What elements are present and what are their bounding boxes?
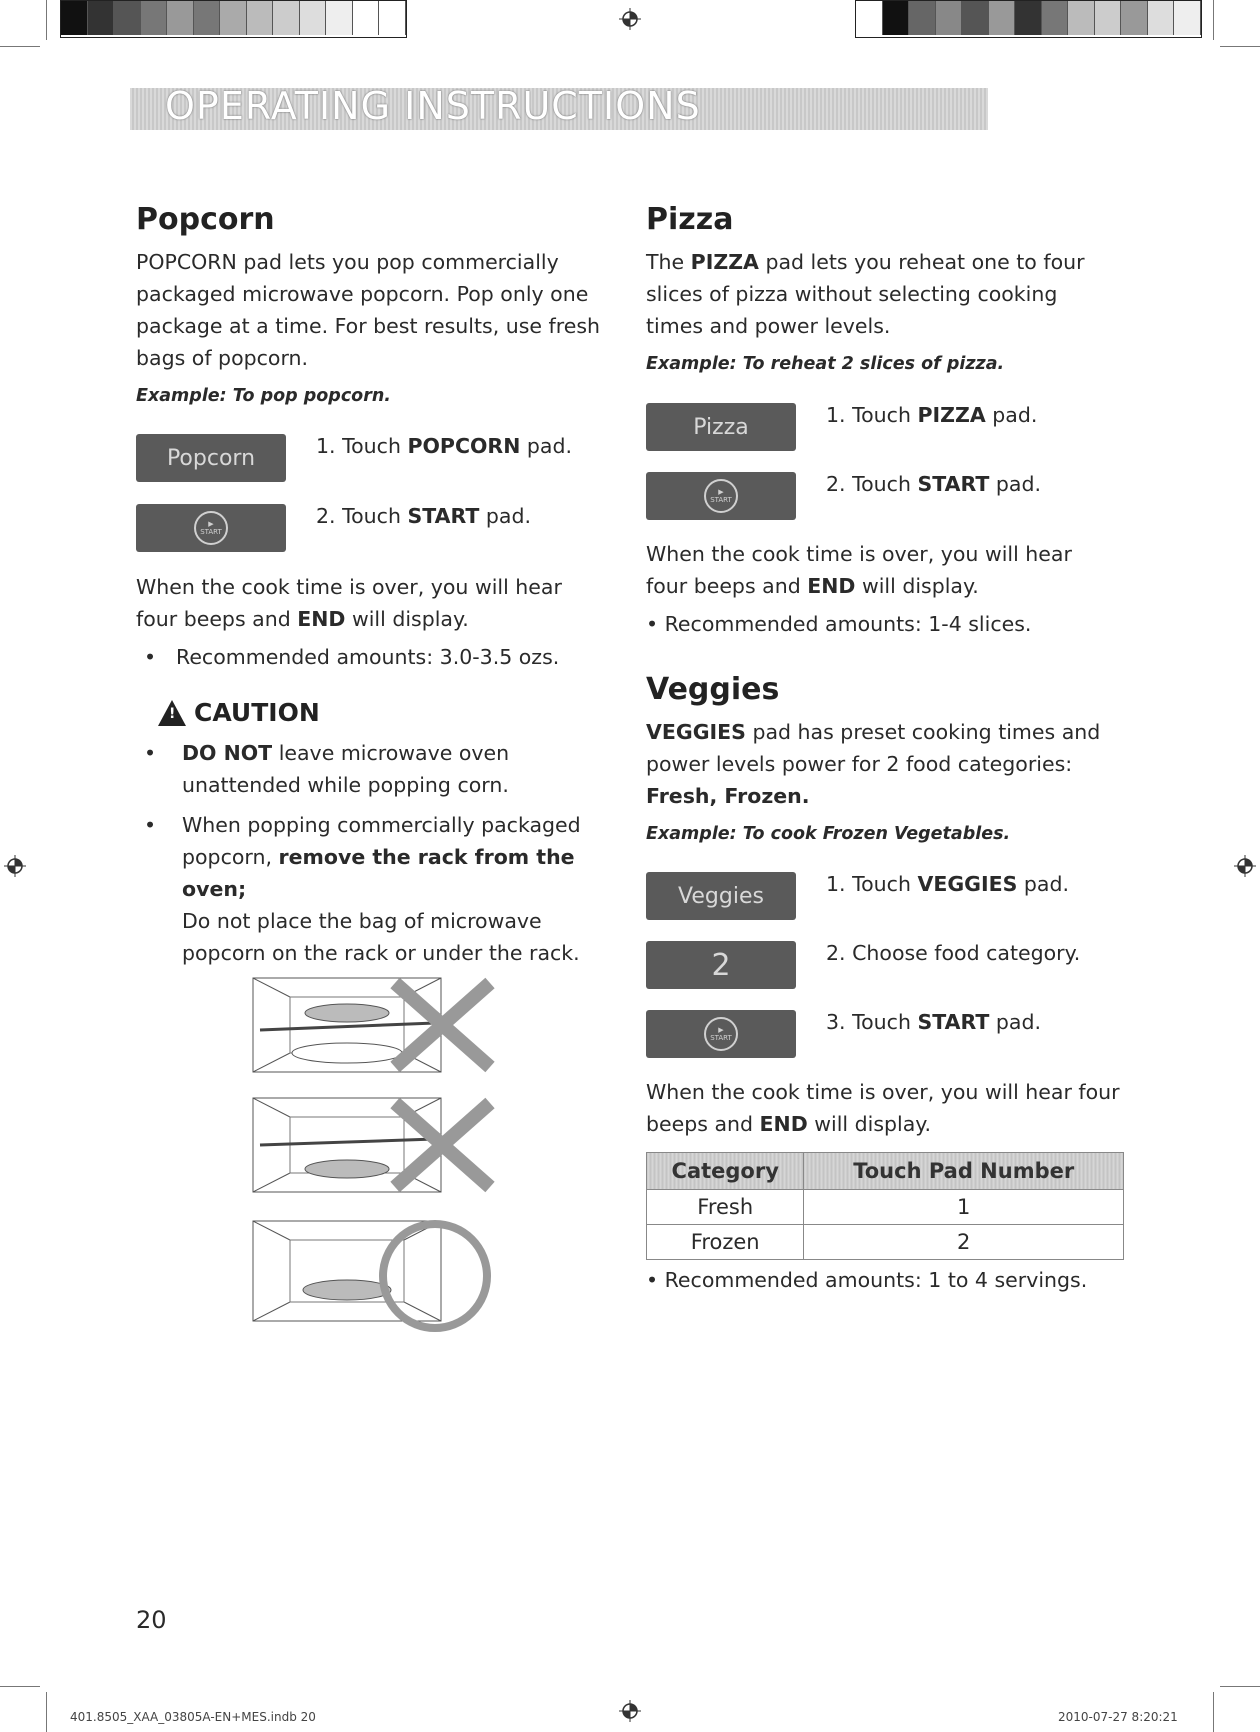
caution-item-1: • DO NOT leave microwave oven unattended while popping corn. [136, 737, 606, 801]
table-header-row [647, 1153, 1124, 1190]
step-instruction: Choose food category. [852, 941, 1081, 965]
step-suffix: pad. [526, 434, 572, 458]
page-number: 20 [136, 1606, 167, 1634]
veggies-intro: VEGGIES pad has preset cooking times and power levels power for 2 food categories: Fresh, Frozen. [646, 720, 1101, 808]
registration-mark-icon [1234, 855, 1256, 877]
footer-file-info: 401.8505_XAA_03805A-EN+MES.indb 20 [70, 1710, 316, 1724]
crop-line [1220, 1686, 1260, 1687]
veggies-section [646, 674, 1116, 850]
table-cell: 2 [804, 1225, 1124, 1260]
caution-heading [158, 697, 606, 729]
veggies-example: Example: To cook Frozen Vegetables. [646, 824, 1011, 844]
pizza-recommended: • Recommended amounts: 1-4 slices. [646, 612, 1032, 636]
no-rack-correct-illustration [250, 1218, 500, 1334]
step-suffix: pad. [992, 403, 1038, 427]
step-text [826, 937, 1080, 969]
table-row [647, 1190, 1124, 1225]
under-rack-incorrect-illustration [250, 1095, 500, 1195]
pizza-end-text: When the cook time is over, you will hear four beeps and END will display. [646, 542, 1072, 598]
veggies-pad-button [646, 872, 796, 920]
registration-bar-left [60, 0, 407, 38]
number-2-pad-button [646, 941, 796, 989]
table-cell: 1 [804, 1190, 1124, 1225]
step-suffix: pad. [1023, 872, 1070, 896]
popcorn-after [136, 571, 606, 969]
caution-title: CAUTION [194, 698, 320, 727]
crop-line [46, 1692, 47, 1732]
step-text [826, 868, 1069, 900]
start-icon: ▶ START [704, 479, 738, 513]
step-suffix: pad. [995, 472, 1041, 496]
popcorn-heading: Popcorn [136, 202, 275, 237]
popcorn-intro: POPCORN pad lets you pop commercially packaged microwave popcorn. Pop only one package at a time. For best results, use fresh bags of popcorn. [136, 250, 601, 370]
veggies-recommended: • Recommended amounts: 1 to 4 servings. [646, 1268, 1088, 1292]
footer-timestamp: 2010-07-27 8:20:21 [1058, 1710, 1178, 1724]
step-verb: Touch [342, 504, 401, 528]
step-pad-name: PIZZA [917, 403, 986, 427]
crop-line [1213, 0, 1214, 40]
step-verb: Touch [852, 403, 911, 427]
step-pad-name: POPCORN [407, 434, 521, 458]
pizza-intro: The PIZZA pad lets you reheat one to four slices of pizza without selecting cooking times and power levels. [646, 250, 1085, 338]
pizza-step-2 [646, 472, 1041, 520]
pizza-after [646, 538, 1116, 640]
pizza-step-1 [646, 403, 1037, 451]
start-icon: ▶ START [194, 511, 228, 545]
crop-line [1220, 46, 1260, 47]
veggies-step-1 [646, 872, 1069, 920]
registration-bar-right [855, 0, 1202, 38]
step-verb: Touch [852, 872, 911, 896]
step-pad-name: START [917, 1010, 990, 1034]
start-pad-button [646, 472, 796, 520]
popcorn-end-text: When the cook time is over, you will hear four beeps and END will display. [136, 575, 562, 631]
crop-line [46, 0, 47, 40]
crop-line [1213, 1692, 1214, 1732]
pad-label: 2 [711, 947, 731, 983]
pad-label: Veggies [678, 883, 764, 909]
warning-icon: ! [158, 700, 186, 726]
registration-mark-icon [4, 855, 26, 877]
table-row [647, 1225, 1124, 1260]
step-verb: Touch [342, 434, 401, 458]
veggies-after [646, 1076, 1126, 1296]
step-verb: Touch [852, 472, 911, 496]
table-cell: Fresh [647, 1190, 804, 1225]
step-text [316, 430, 572, 462]
popcorn-example: Example: To pop popcorn. [136, 386, 391, 406]
step-suffix: pad. [995, 1010, 1041, 1034]
popcorn-pad-button [136, 434, 286, 482]
step-number: 1. [316, 434, 336, 458]
step-suffix: pad. [485, 504, 531, 528]
pizza-example: Example: To reheat 2 slices of pizza. [646, 354, 1005, 374]
popcorn-section [136, 204, 606, 412]
popcorn-step-2 [136, 504, 531, 552]
start-icon: ▶ START [704, 1017, 738, 1051]
crop-line [0, 46, 40, 47]
popcorn-recommended: • Recommended amounts: 3.0-3.5 ozs. [136, 641, 606, 673]
rack-incorrect-illustration [250, 975, 500, 1075]
step-pad-name: START [917, 472, 990, 496]
pad-label: Popcorn [166, 445, 256, 471]
step-text [826, 468, 1041, 500]
start-pad-button [646, 1010, 796, 1058]
step-number: 3. [826, 1010, 846, 1034]
step-text [316, 500, 531, 532]
banner-title: OPERATING INSTRUCTIONS [165, 84, 701, 128]
pizza-section [646, 204, 1116, 380]
popcorn-step-1 [136, 434, 572, 482]
table-header: Category [647, 1153, 804, 1190]
start-pad-button [136, 504, 286, 552]
table-header: Touch Pad Number [804, 1153, 1124, 1190]
step-number: 2. [826, 941, 846, 965]
veggies-heading: Veggies [646, 672, 780, 707]
registration-mark-icon [619, 1700, 641, 1722]
step-verb: Touch [852, 1010, 911, 1034]
registration-mark-icon [619, 8, 641, 30]
step-text [826, 399, 1037, 431]
step-number: 1. [826, 403, 846, 427]
crop-line [0, 1686, 40, 1687]
veggies-step-2 [646, 941, 1080, 989]
pad-label: Pizza [693, 414, 749, 440]
veggies-step-3 [646, 1010, 1041, 1058]
veggies-category-table [646, 1152, 1124, 1260]
caution-item-2: • When popping commercially packaged popcorn, remove the rack from the oven; Do not place the bag of microwave popcorn on the rack or under the rack. [136, 809, 606, 969]
step-text [826, 1006, 1041, 1038]
veggies-end-text: When the cook time is over, you will hear four beeps and END will display. [646, 1080, 1120, 1136]
pizza-pad-button [646, 403, 796, 451]
step-number: 2. [316, 504, 336, 528]
step-pad-name: VEGGIES [917, 872, 1018, 896]
step-number: 1. [826, 872, 846, 896]
step-number: 2. [826, 472, 846, 496]
step-pad-name: START [407, 504, 480, 528]
table-cell: Frozen [647, 1225, 804, 1260]
pizza-heading: Pizza [646, 202, 734, 237]
